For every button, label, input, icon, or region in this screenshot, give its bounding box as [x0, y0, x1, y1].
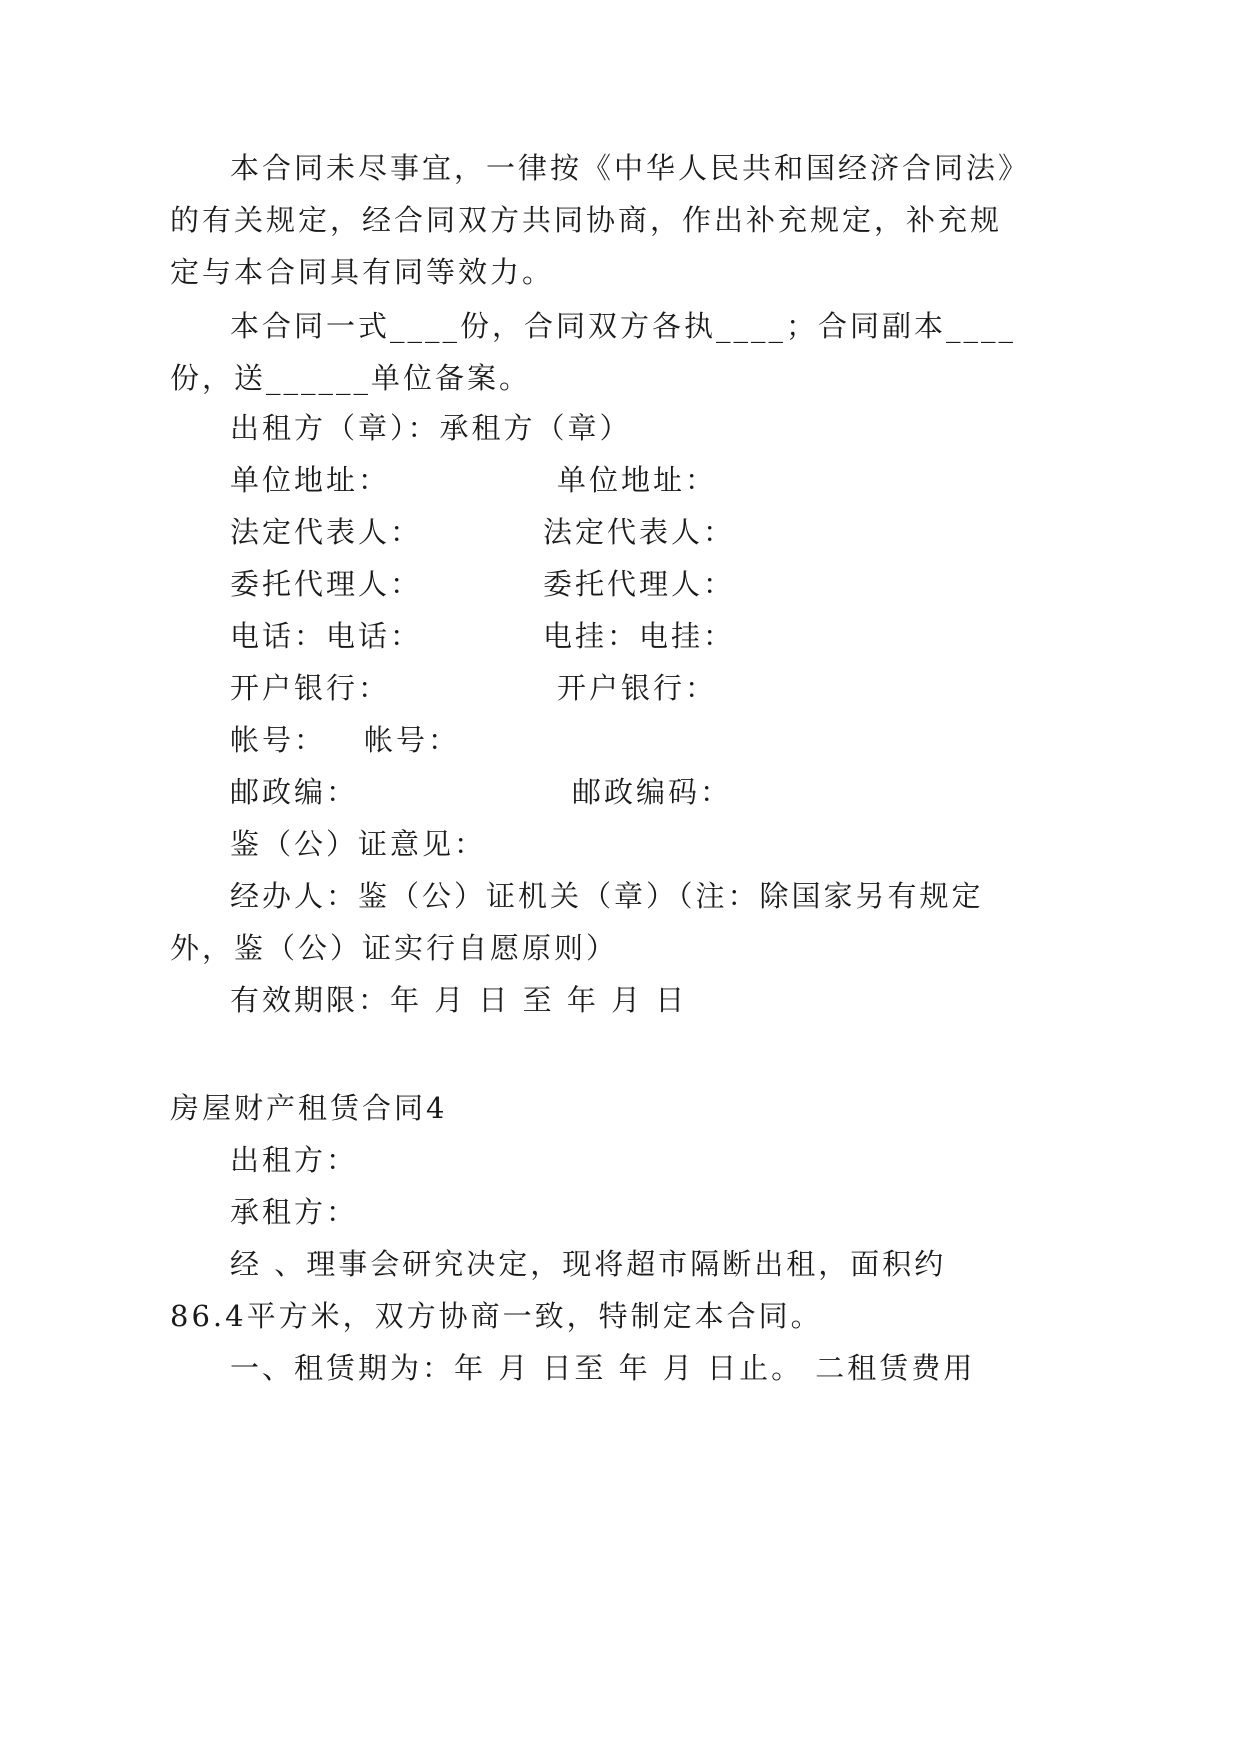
- notary-line: 外，鉴（公）证实行自愿原则）: [170, 931, 619, 965]
- paragraph-line: 定与本合同具有同等效力。: [170, 255, 555, 289]
- lessor-line: 出租方：: [230, 1143, 359, 1177]
- field-left-legal-rep: 法定代表人：: [230, 515, 423, 549]
- field-left-phone: 电话：电话：: [230, 619, 423, 653]
- field-right-bank: 开户银行：: [557, 671, 718, 705]
- field-left-postcode: 邮政编：: [230, 775, 359, 809]
- field-left-account: 帐号：: [230, 723, 327, 757]
- field-left-agent: 委托代理人：: [230, 567, 423, 601]
- paragraph-line: 经 、理事会研究决定，现将超市隔断出租，面积约: [230, 1247, 947, 1281]
- paragraph-line: 一、租赁期为：年 月 日至 年 月 日止。 二租赁费用: [230, 1351, 976, 1385]
- lessee-line: 承租方：: [230, 1195, 359, 1229]
- field-right-agent: 委托代理人：: [543, 567, 736, 601]
- section-title: 房屋财产租赁合同4: [170, 1091, 448, 1125]
- paragraph-line: 本合同一式____份，合同双方各执____；合同副本____: [230, 309, 1017, 343]
- paragraph-line: 的有关规定，经合同双方共同协商，作出补充规定，补充规: [170, 203, 1003, 237]
- paragraph-line: 本合同未尽事宜，一律按《中华人民共和国经济合同法》: [230, 151, 1031, 185]
- field-right-account: 帐号：: [364, 723, 461, 757]
- paragraph-line: 份，送______单位备案。: [170, 361, 532, 395]
- field-right-legal-rep: 法定代表人：: [543, 515, 736, 549]
- field-right-postcode: 邮政编码：: [572, 775, 733, 809]
- field-right-address: 单位地址：: [557, 463, 718, 497]
- notary-opinion: 鉴（公）证意见：: [230, 827, 487, 861]
- paragraph-line: 86.4平方米，双方协商一致，特制定本合同。: [170, 1299, 823, 1333]
- field-left-bank: 开户银行：: [230, 671, 391, 705]
- field-left-address: 单位地址：: [230, 463, 391, 497]
- notary-line: 经办人：鉴（公）证机关（章）（注：除国家另有规定: [230, 879, 984, 913]
- field-right-telegram: 电挂：电挂：: [543, 619, 736, 653]
- parties-line: 出租方（章）：承租方（章）: [230, 411, 632, 445]
- validity-line: 有效期限：年 月 日 至 年 月 日: [230, 983, 688, 1017]
